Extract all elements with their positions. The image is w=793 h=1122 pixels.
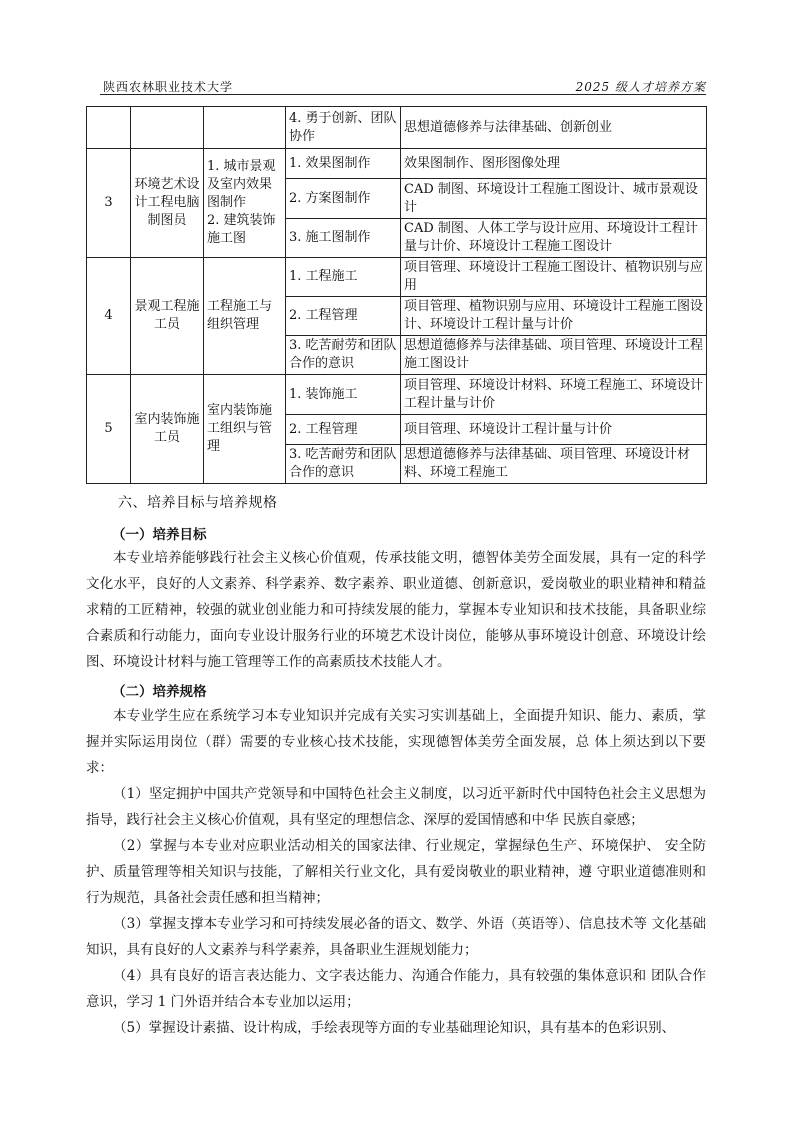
cell-no: 3 — [87, 149, 131, 258]
table-row — [87, 375, 707, 415]
cell-tasks: 工程施工与组织管理 — [204, 258, 286, 375]
cell-tasks: 室内装饰施工组织与管理 — [204, 375, 286, 484]
header-divider — [100, 94, 706, 95]
subsection-heading-goal: （一）培养目标 — [112, 527, 207, 543]
cell-no: 5 — [87, 375, 131, 484]
cell-post: 环境艺术设计工程电脑制图员 — [131, 149, 204, 258]
cell-courses: 思想道德修养与法律基础、项目管理、环境设计材料、环境工程施工 — [401, 445, 707, 484]
cell-courses: 思想道德修养与法律基础、创新创业 — [401, 107, 707, 149]
cell-courses: CAD 制图、环境设计工程施工图设计、城市景观设计 — [401, 179, 707, 219]
cell-competency: 3. 施工图制作 — [286, 219, 401, 258]
cell-competency: 4. 勇于创新、团队协作 — [286, 107, 401, 149]
subsection-heading-spec: （二）培养规格 — [112, 684, 207, 700]
document-title: 2025 级人才培养方案 — [575, 80, 706, 94]
requirement-item: （4）具有良好的语言表达能力、文字表达能力、沟通合作能力，具有较强的集体意识和 团队合作意识，学习 1 门外语并结合本专业加以运用； — [86, 968, 706, 1010]
goal-paragraph: 本专业培养能够践行社会主义核心价值观，传承技能文明，德智体美劳全面发展，具有一定的科学文化水平，良好的人文素养、科学素养、数字素养、职业道德、创新意识，爱岗敬业的职业精神和精益求精的工匠精神，较强的就业创业能力和可持续发展的能力，掌握本专业知识和技术技能，具备职业综合素质和行动能力，面向专业设计服务行业的环境艺术设计岗位，能够从事环境设计创意、环境设计绘图、环境设计材料与施工管理等工作的高素质技术技能人才。 — [86, 550, 706, 670]
cell-post: 景观工程施工员 — [131, 258, 204, 375]
cell-courses: 项目管理、环境设计工程施工图设计、植物识别与应用 — [401, 258, 707, 297]
cell-post: 室内装饰施工员 — [131, 375, 204, 484]
cell-no: 4 — [87, 258, 131, 375]
career-competency-table — [86, 106, 707, 484]
cell-no — [87, 107, 131, 149]
cell-courses: CAD 制图、人体工学与设计应用、环境设计工程计量与计价、环境设计工程施工图设计 — [401, 219, 707, 258]
cell-competency: 2. 工程管理 — [286, 415, 401, 445]
cell-tasks — [204, 107, 286, 149]
cell-competency: 1. 效果图制作 — [286, 149, 401, 179]
cell-courses: 效果图制作、图形图像处理 — [401, 149, 707, 179]
cell-courses: 思想道德修养与法律基础、项目管理、环境设计工程施工图设计 — [401, 336, 707, 375]
section-heading: 六、培养目标与培养规格 — [118, 495, 278, 511]
cell-competency: 3. 吃苦耐劳和团队合作的意识 — [286, 336, 401, 375]
cell-competency: 2. 工程管理 — [286, 297, 401, 336]
cell-courses: 项目管理、环境设计材料、环境工程施工、环境设计工程计量与计价 — [401, 375, 707, 415]
table-row — [87, 258, 707, 297]
cell-competency: 1. 装饰施工 — [286, 375, 401, 415]
spec-intro-paragraph: 本专业学生应在系统学习本专业知识并完成有关实习实训基础上，全面提升知识、能力、素质，掌握并实际运用岗位（群）需要的专业核心技术技能，实现德智体美劳全面发展，总 体上须达到以下要求： — [86, 708, 706, 776]
requirement-item: （2）掌握与本专业对应职业活动相关的国家法律、行业规定，掌握绿色生产、环境保护、 安全防护、质量管理等相关知识与技能，了解相关行业文化，具有爱岗敬业的职业精神，遵 守职业道德准则和行为规范，具备社会责任感和担当精神； — [86, 838, 706, 906]
table-row — [87, 149, 707, 179]
cell-courses: 项目管理、植物识别与应用、环境设计工程施工图设计、环境设计工程计量与计价 — [401, 297, 707, 336]
school-name: 陕西农林职业技术大学 — [103, 80, 234, 94]
cell-post — [131, 107, 204, 149]
cell-competency: 2. 方案图制作 — [286, 179, 401, 219]
requirement-item: （5）掌握设计素描、设计构成，手绘表现等方面的专业基础理论知识，具有基本的色彩识别、 — [113, 1020, 676, 1036]
table-row — [87, 107, 707, 149]
cell-competency: 1. 工程施工 — [286, 258, 401, 297]
requirement-item: （1）坚定拥护中国共产党领导和中国特色社会主义制度，以习近平新时代中国特色社会主义思想为指导，践行社会主义核心价值观，具有坚定的理想信念、深厚的爱国情感和中华 民族自豪感； — [86, 786, 706, 828]
cell-competency: 3. 吃苦耐劳和团队合作的意识 — [286, 445, 401, 484]
requirement-item: （3）掌握支撑本专业学习和可持续发展必备的语文、数学、外语（英语等）、信息技术等 文化基础知识，具有良好的人文素养与科学素养，具备职业生涯规划能力； — [86, 916, 706, 958]
cell-courses: 项目管理、环境设计工程计量与计价 — [401, 415, 707, 445]
cell-tasks: 1. 城市景观及室内效果图制作 2. 建筑装饰施工图 — [204, 149, 286, 258]
